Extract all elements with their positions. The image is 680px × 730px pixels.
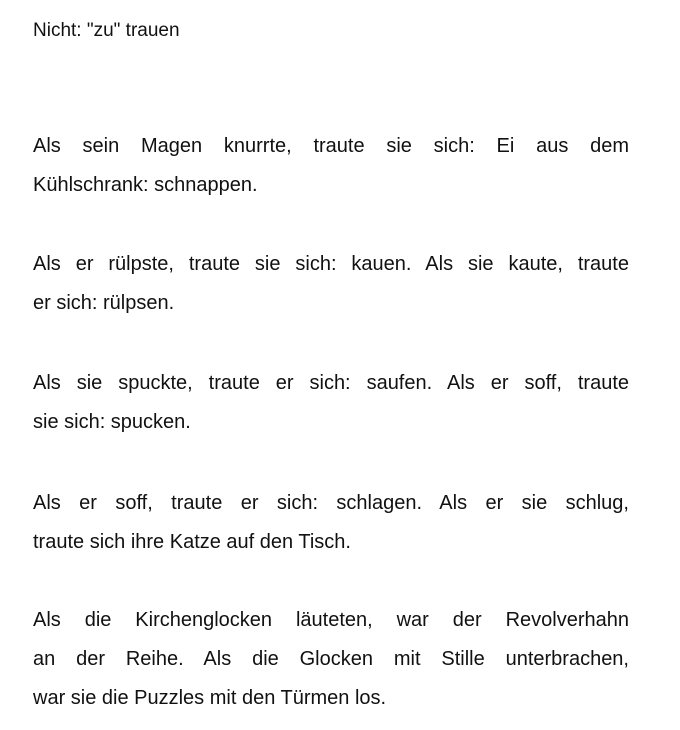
- paragraph-line: Als sie spuckte, traute er sich: saufen. Als er soff, traute: [33, 372, 629, 394]
- paragraph-line: an der Reihe. Als die Glocken mit Stille unterbrachen,: [33, 648, 629, 670]
- paragraph-3: [33, 364, 629, 442]
- paragraph-line: traute sich ihre Katze auf den Tisch.: [33, 531, 351, 553]
- paragraph-1: [33, 127, 629, 205]
- paragraph-4: [33, 484, 629, 562]
- paragraph-line: sie sich: spucken.: [33, 411, 191, 433]
- paragraph-line: Als er soff, traute er sich: schlagen. Als er sie schlug,: [33, 492, 629, 514]
- paragraph-line: Als die Kirchenglocken läuteten, war der Revolverhahn: [33, 609, 629, 631]
- paragraph-line: Als er rülpste, traute sie sich: kauen. Als sie kaute, traute: [33, 253, 629, 275]
- document-title: Nicht: "zu" trauen: [33, 20, 180, 41]
- paragraph-line: Kühlschrank: schnappen.: [33, 174, 258, 196]
- paragraph-2: [33, 245, 629, 323]
- paragraph-5: [33, 601, 629, 718]
- paragraph-line: war sie die Puzzles mit den Türmen los.: [33, 687, 387, 709]
- paragraph-line: Als sein Magen knurrte, traute sie sich: Ei aus dem: [33, 135, 629, 157]
- paragraph-line: er sich: rülpsen.: [33, 292, 175, 314]
